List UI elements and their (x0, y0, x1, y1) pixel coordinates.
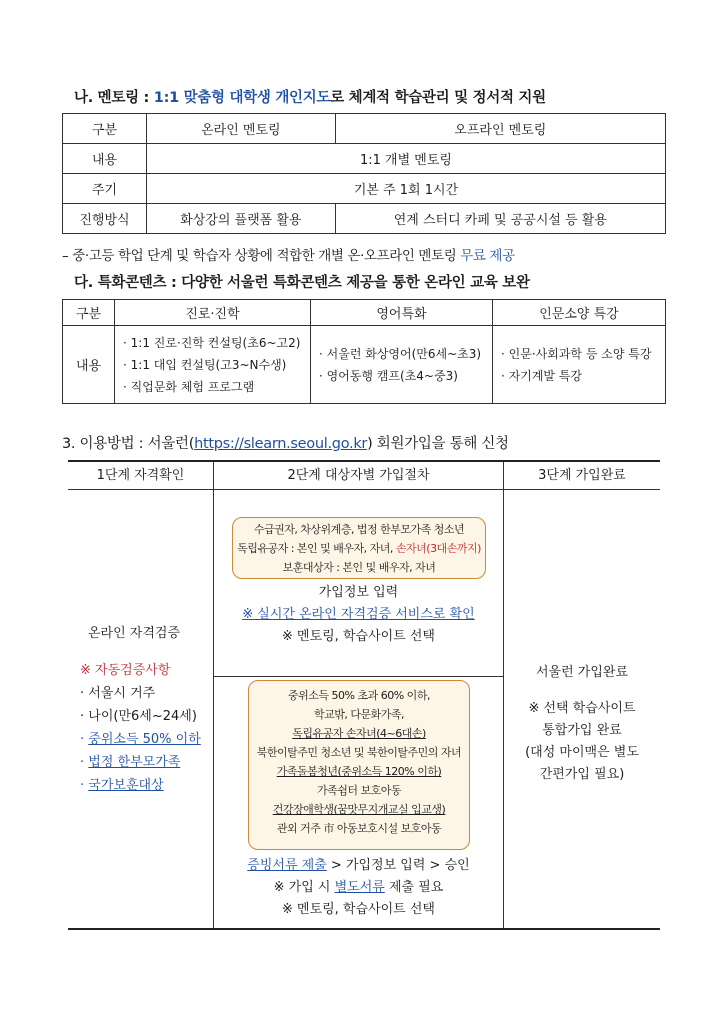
signup-steps-table (68, 460, 660, 930)
row-value-content: 1:1 개별 멘토링 (147, 144, 666, 174)
info-input-text: 가입정보 입력 (318, 585, 399, 600)
mentoring-highlight: 1:1 맞춤형 대학생 개인지도 (153, 90, 331, 106)
row-value-method-offline: 연계 스터디 카페 및 공공시설 등 활용 (335, 204, 665, 234)
select-site-note: ※ 멘토링, 학습사이트 선택 (281, 902, 435, 917)
list-item: · 중위소득 50% 이하 (80, 732, 201, 747)
step2-column (214, 462, 504, 928)
special-row-label: 내용 (63, 326, 115, 404)
table-row (63, 326, 666, 404)
special-heading: 다. 특화콘텐츠 : 다양한 서울런 특화콘텐츠 제공을 통한 온라인 교육 보완 (74, 275, 530, 291)
list-item: · 국가보훈대상 (80, 778, 164, 793)
mentoring-header-category: 구분 (63, 114, 147, 144)
slearn-link[interactable]: https://slearn.seoul.go.kr (194, 436, 368, 452)
eligible-group-box-b: 중위소득 50% 초과 60% 이하, 학교밖, 다문화가족, 독립유공자 손자녀(4~6대손) 북한이탈주민 청소년 및 북한이탈주민의 자녀 가족돌봄청년(중위소득 120% 이하) 가족쉼터 보호아동 건강장애학생(꿈맛무지개교실 입교생) 관외 거주 市 아동보호시설 보호아동 (248, 680, 470, 850)
step3-header: 3단계 가입완료 (504, 462, 660, 490)
usage-heading: 3. 이용방법 : 서울런(https://slearn.seoul.go.kr) 회원가입을 통해 신청 (62, 436, 509, 452)
special-table (62, 299, 666, 404)
table-row (63, 174, 666, 204)
list-item: · 법정 한부모가족 (80, 755, 181, 770)
step1-title: 온라인 자격검증 (88, 626, 181, 641)
list-item: · 나이(만6세~24세) (80, 709, 197, 724)
realtime-verify-note: ※ 실시간 온라인 자격검증 서비스로 확인 (242, 607, 475, 622)
document-flow: 증빙서류 제출 > 가입정보 입력 > 승인 (247, 858, 470, 873)
step1-column (68, 462, 214, 928)
mentoring-table (62, 113, 666, 234)
free-highlight: 무료 제공 (460, 248, 515, 264)
table-row (63, 144, 666, 174)
row-label-cycle: 주기 (63, 174, 147, 204)
mentoring-heading: 나. 멘토링 : 1:1 맞춤형 대학생 개인지도로 체계적 학습관리 및 정서적 지원 (74, 90, 546, 106)
mentoring-note: – 중·고등 학업 단계 및 학습자 상황에 적합한 개별 온·오프라인 멘토링 무료 제공 (62, 248, 515, 264)
list-item: · 직업문화 체험 프로그램 (123, 376, 310, 398)
select-site-note: ※ 멘토링, 학습사이트 선택 (281, 629, 435, 644)
step3-column: 3단계 가입완료 서울런 가입완료 ※ 선택 학습사이트 통합가입 완료 (대성 마이맥은 별도 간편가입 필요) (504, 462, 660, 928)
list-item: · 영어동행 캠프(초4~중3) (319, 365, 492, 387)
list-item: · 인문·사회과학 등 소양 특강 (501, 343, 665, 365)
row-value-method-online: 화상강의 플랫폼 활용 (147, 204, 336, 234)
list-item: · 서울런 화상영어(만6세~초3) (319, 343, 492, 365)
table-row (63, 204, 666, 234)
mentoring-header-online: 온라인 멘토링 (147, 114, 336, 144)
step1-header: 1단계 자격확인 (68, 462, 213, 490)
list-item: · 자기계발 특강 (501, 365, 665, 387)
auto-verify-label: ※ 자동검증사항 (80, 663, 171, 678)
row-label-content: 내용 (63, 144, 147, 174)
special-header-category: 구분 (63, 300, 115, 326)
row-value-cycle: 기본 주 1회 1시간 (147, 174, 666, 204)
special-header-humanities: 인문소양 특강 (493, 300, 666, 326)
career-list (115, 332, 310, 398)
special-header-english: 영어특화 (311, 300, 493, 326)
special-header-career: 진로·진학 (115, 300, 311, 326)
separate-docs-note: ※ 가입 시 별도서류 제출 필요 (273, 880, 444, 895)
row-label-method: 진행방식 (63, 204, 147, 234)
list-item: · 1:1 대입 컨설팅(고3~N수생) (123, 354, 310, 376)
step2-header: 2단계 대상자별 가입절차 (214, 462, 503, 490)
mentoring-header-offline: 오프라인 멘토링 (335, 114, 665, 144)
list-item: · 1:1 진로·진학 컨설팅(초6~고2) (123, 332, 310, 354)
humanities-list (493, 343, 665, 387)
english-list (311, 343, 492, 387)
eligible-group-box-a: 수급권자, 차상위계층, 법정 한부모가족 청소년 독립유공자 : 본인 및 배우자, 자녀, 손자녀(3대손까지) 보훈대상자 : 본인 및 배우자, 자녀 (232, 517, 486, 579)
divider (214, 676, 503, 677)
list-item: · 서울시 거주 (80, 686, 156, 701)
signup-complete-text: 서울런 가입완료 (535, 665, 629, 680)
